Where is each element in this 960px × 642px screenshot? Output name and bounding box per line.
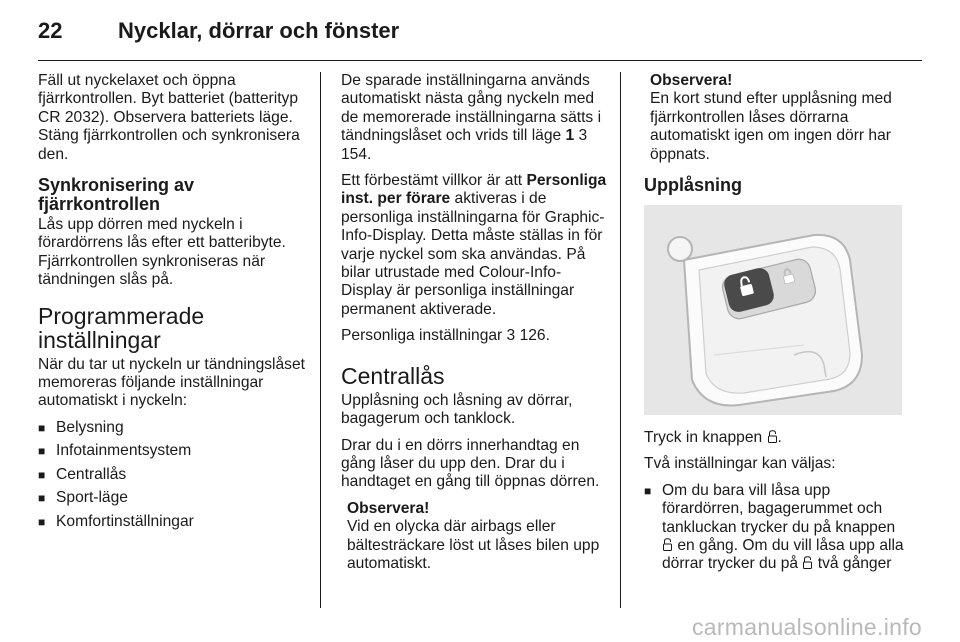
column-right [644,72,908,580]
central-lock-intro: Upplåsning och låsning av dörrar, bagagerum och tanklock. [341,391,573,428]
saved-settings-paragraph: De sparade inställningarna används automatiskt nästa gång nyckeln med de memorerade inställningarna sätts i tändningslåset och vrids till läge 1 3 154. [341,72,602,163]
watermark: carmanualsonline.info [691,614,922,640]
central-lock-heading: Centrallås [341,362,445,389]
personal-settings-reference: Personliga inställningar 3 126. [341,327,550,345]
list-item: ■ Belysning [38,419,308,437]
note-title: Observera! [650,72,733,89]
list-item: ■ Sport-läge [38,489,308,507]
two-settings-text: Två inställningar kan väljas: [644,455,836,473]
list-item: ■ Centrallås [38,466,308,484]
key-fob-drawing [644,205,902,415]
unlock-icon [768,430,777,443]
unlock-icon [803,556,812,569]
page-reference: 3 154. [341,127,588,163]
unlock-heading: Upplåsning [644,175,742,196]
column-divider [620,72,621,608]
page-title: Nycklar, dörrar och fönster [118,18,400,43]
unlock-icon [663,538,672,551]
column-middle [341,72,607,581]
note-text: Vid en olycka där airbags eller bältesträckare löst ut låses bilen upp automatiskt. [347,518,600,572]
page-number: 22 [38,18,63,43]
page-header [38,18,922,48]
menu-item-name: Personliga inst. per förare [341,172,607,208]
press-button-text: Tryck in knappen . [644,429,782,447]
sync-text: Lås upp dörren med nyckeln i förardörrens lås efter ett batteribyte. Fjärrkontrollen synkroniseras när tändningen slås på. [38,216,286,289]
sync-heading: Synkronisering av fjärrkontrollen [38,175,195,215]
note-airbag [341,500,607,574]
remote-key-illustration [644,205,902,415]
programmed-settings-text: När du tar ut nyckeln ur tändningslåset memoreras följande inställningar automatiskt i nyckeln: [38,355,305,410]
list-item: ■ Infotainmentsystem [38,442,308,460]
note-auto-relock [644,72,908,164]
list-item: ■ Om du bara vill låsa upp förardörren, bagagerummet och tankluckan trycker du på knappen en gång. Om du vill låsa upp alla dörrar trycker du på två gånger [644,482,908,574]
programmed-settings-heading: Programmerade inställningar [38,302,205,353]
battery-instructions: Fäll ut nyckelaxet och öppna fjärrkontrollen. Byt batteriet (batterityp CR 2032). Observera batteriets läge. Stäng fjärrkontrollen och synkronisera den. [38,72,300,163]
column-left [38,72,308,537]
note-text: En kort stund efter upplåsning med fjärrkontrollen låses dörrarna automatiskt igen om ingen dörr har öppnats. [650,90,892,163]
column-divider [320,72,321,608]
list-item: ■ Komfortinställningar [38,513,308,531]
personal-settings-paragraph: Ett förbestämt villkor är att Personliga inst. per förare aktiveras i de personliga inställningarna för Graphic-Info-Display. Detta måste ställas in för varje nyckel som ska användas. På bilar utrustade med Colour-Info-Display är personliga inställningar permanent aktiverade. [341,172,607,318]
unlock-options-list [644,482,908,574]
header-rule [38,60,922,61]
central-lock-handle-text: Drar du i en dörrs innerhandtag en gång låser du upp den. Drar du i handtaget en gång till öppnas dörren. [341,436,600,491]
note-title: Observera! [347,499,430,517]
programmed-settings-list [38,419,308,531]
ignition-position: 1 [565,127,575,145]
